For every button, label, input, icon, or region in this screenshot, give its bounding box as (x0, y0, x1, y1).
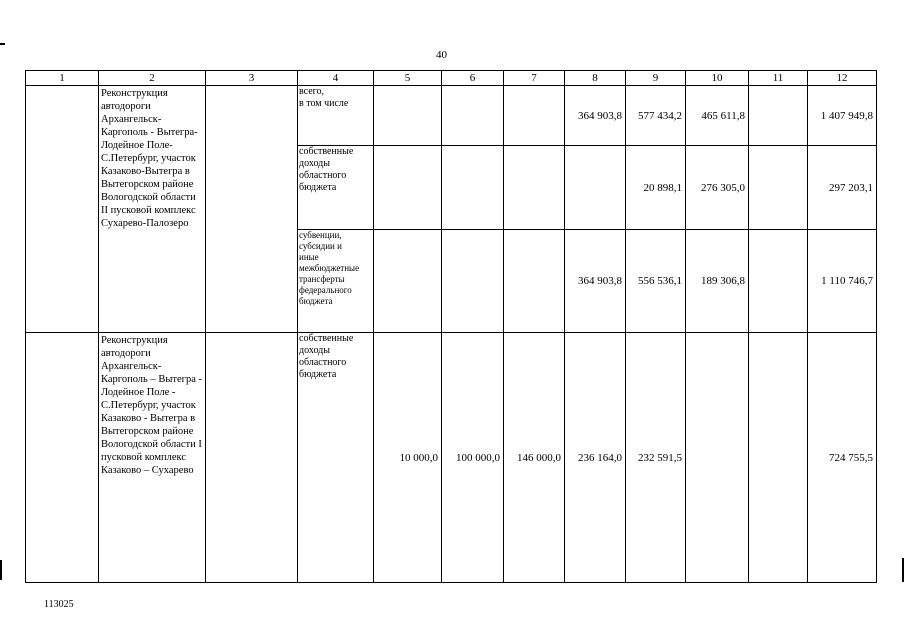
value-cell (442, 146, 504, 230)
table-row (26, 333, 877, 583)
project-name: Реконструкция автодороги Архангельск-Каргополь – Вытегра - Лодейное Поле - С.Петербург, участок Казаково - Вытегра в Вытегорском районе Вологодской области I пусковой комплекс Казаково – Сухарево (99, 333, 206, 583)
value-cell (374, 146, 442, 230)
value-cell: 232 591,5 (626, 333, 686, 583)
value-cell: 577 434,2 (626, 86, 686, 146)
value-cell (686, 333, 749, 583)
value-cell (749, 146, 808, 230)
funding-source: собственные доходы областного бюджета (298, 333, 374, 583)
value-cell (749, 86, 808, 146)
value-cell: 10 000,0 (374, 333, 442, 583)
value-cell: 364 903,8 (565, 230, 626, 333)
col-header: 4 (298, 71, 374, 86)
col-header: 3 (206, 71, 298, 86)
right-edge-mark (902, 558, 904, 582)
funding-source: субвенции, субсидии и иные межбюджетные трансферты федерального бюджета (298, 230, 374, 333)
budget-table (25, 70, 877, 583)
col-header: 2 (99, 71, 206, 86)
value-cell: 236 164,0 (565, 333, 626, 583)
empty-cell (26, 86, 99, 333)
col-header: 10 (686, 71, 749, 86)
value-cell: 189 306,8 (686, 230, 749, 333)
value-cell: 556 536,1 (626, 230, 686, 333)
project-name: Реконструкция автодороги Архангельск-Каргополь - Вытегра-Лодейное Поле-С.Петербург, участок Казаково-Вытегра в Вытегорском районе Вологодской области II пусковой комплекс Сухарево-Палозеро (99, 86, 206, 333)
col-header: 1 (26, 71, 99, 86)
value-cell (442, 230, 504, 333)
left-edge-mark-bottom (0, 560, 2, 580)
value-cell (374, 86, 442, 146)
document-code: 113025 (44, 599, 74, 610)
value-cell: 100 000,0 (442, 333, 504, 583)
value-cell (442, 86, 504, 146)
left-edge-mark (0, 43, 5, 45)
col-header: 12 (808, 71, 877, 86)
page-number: 40 (436, 49, 447, 61)
col-header: 5 (374, 71, 442, 86)
col-header: 7 (504, 71, 565, 86)
value-cell (565, 146, 626, 230)
value-cell: 364 903,8 (565, 86, 626, 146)
total-cell: 1 110 746,7 (808, 230, 877, 333)
value-cell: 465 611,8 (686, 86, 749, 146)
total-cell: 297 203,1 (808, 146, 877, 230)
total-cell: 724 755,5 (808, 333, 877, 583)
empty-cell (206, 86, 298, 333)
value-cell (504, 230, 565, 333)
value-cell: 276 305,0 (686, 146, 749, 230)
value-cell: 20 898,1 (626, 146, 686, 230)
value-cell: 146 000,0 (504, 333, 565, 583)
funding-source: собственные доходы областного бюджета (298, 146, 374, 230)
col-header: 11 (749, 71, 808, 86)
value-cell (374, 230, 442, 333)
col-header: 8 (565, 71, 626, 86)
col-header: 9 (626, 71, 686, 86)
value-cell (749, 230, 808, 333)
value-cell (504, 146, 565, 230)
value-cell (504, 86, 565, 146)
table-row (26, 86, 877, 146)
col-header: 6 (442, 71, 504, 86)
funding-source: всего, в том числе (298, 86, 374, 146)
total-cell: 1 407 949,8 (808, 86, 877, 146)
empty-cell (26, 333, 99, 583)
column-number-row (26, 71, 877, 86)
empty-cell (206, 333, 298, 583)
value-cell (749, 333, 808, 583)
